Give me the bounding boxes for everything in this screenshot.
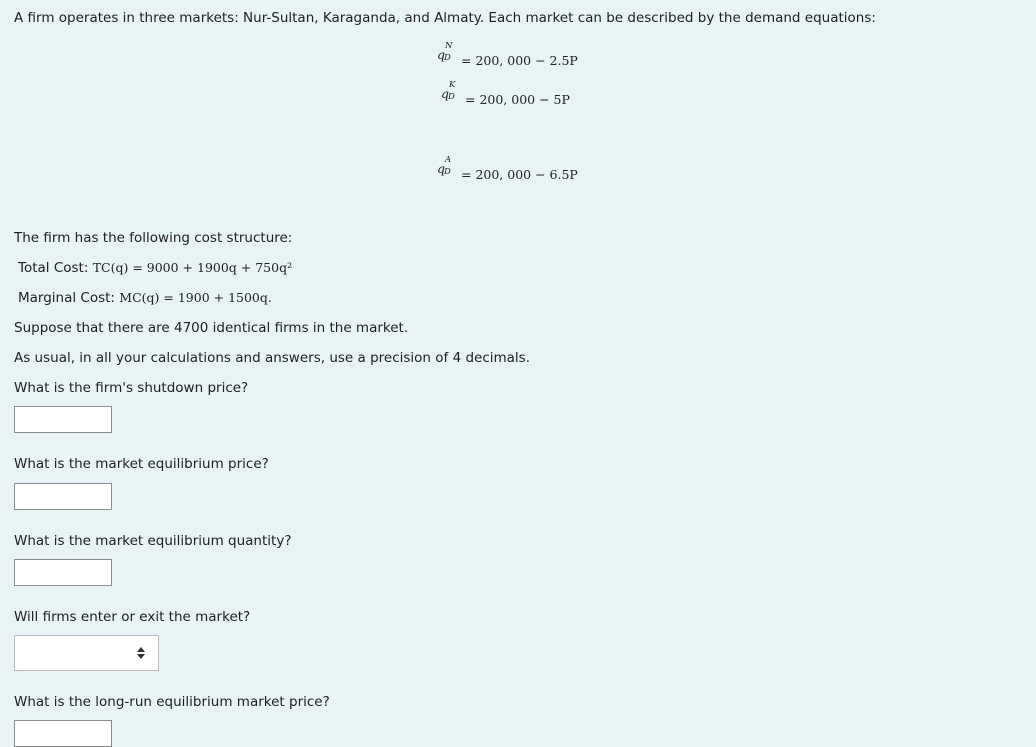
- equation-superscript: N: [445, 41, 453, 51]
- equilibrium-quantity-input[interactable]: [14, 559, 112, 586]
- equation-subscript: D: [444, 167, 451, 177]
- enter-exit-select[interactable]: [14, 635, 159, 671]
- marginal-cost-line: [18, 290, 272, 306]
- equation-superscript: K: [449, 80, 456, 90]
- question-long-run-price: What is the long-run equilibrium market price?: [14, 694, 330, 710]
- question-equilibrium-quantity: What is the market equilibrium quantity?: [14, 533, 292, 549]
- marginal-cost-label: Marginal Cost:: [18, 290, 115, 306]
- equilibrium-price-input[interactable]: [14, 483, 112, 510]
- equation-rhs: = 200, 000 − 6.5P: [461, 167, 578, 182]
- demand-equation-karaganda: [441, 80, 570, 107]
- demand-equation-nur-sultan: [437, 41, 578, 68]
- equation-superscript: A: [445, 155, 452, 165]
- marginal-cost-formula: MC(q) = 1900 + 1500q.: [119, 290, 272, 305]
- firms-count-text: Suppose that there are 4700 identical firms in the market.: [14, 320, 409, 336]
- equation-rhs: = 200, 000 − 2.5P: [461, 53, 578, 68]
- total-cost-line: [18, 260, 292, 276]
- total-cost-formula: TC(q) = 9000 + 1900q + 750q²: [92, 260, 293, 275]
- equation-variable: q: [437, 47, 446, 62]
- question-equilibrium-price: What is the market equilibrium price?: [14, 456, 269, 472]
- demand-equation-almaty: [437, 155, 578, 182]
- problem-intro: A firm operates in three markets: Nur-Sultan, Karaganda, and Almaty. Each market can be described by the demand equations:: [14, 10, 876, 26]
- equation-subscript: D: [444, 53, 451, 63]
- question-shutdown-price: What is the firm's shutdown price?: [14, 380, 249, 396]
- equation-variable: q: [437, 161, 446, 176]
- precision-note: As usual, in all your calculations and answers, use a precision of 4 decimals.: [14, 350, 530, 366]
- long-run-price-input[interactable]: [14, 720, 112, 747]
- equation-variable: q: [441, 86, 450, 101]
- question-enter-exit: Will firms enter or exit the market?: [14, 609, 251, 625]
- shutdown-price-input[interactable]: [14, 406, 112, 433]
- total-cost-label: Total Cost:: [18, 260, 89, 276]
- equation-rhs: = 200, 000 − 5P: [465, 92, 570, 107]
- cost-structure-intro: The firm has the following cost structure:: [14, 230, 293, 246]
- dropdown-arrows-icon: [137, 647, 145, 659]
- equation-subscript: D: [448, 92, 455, 102]
